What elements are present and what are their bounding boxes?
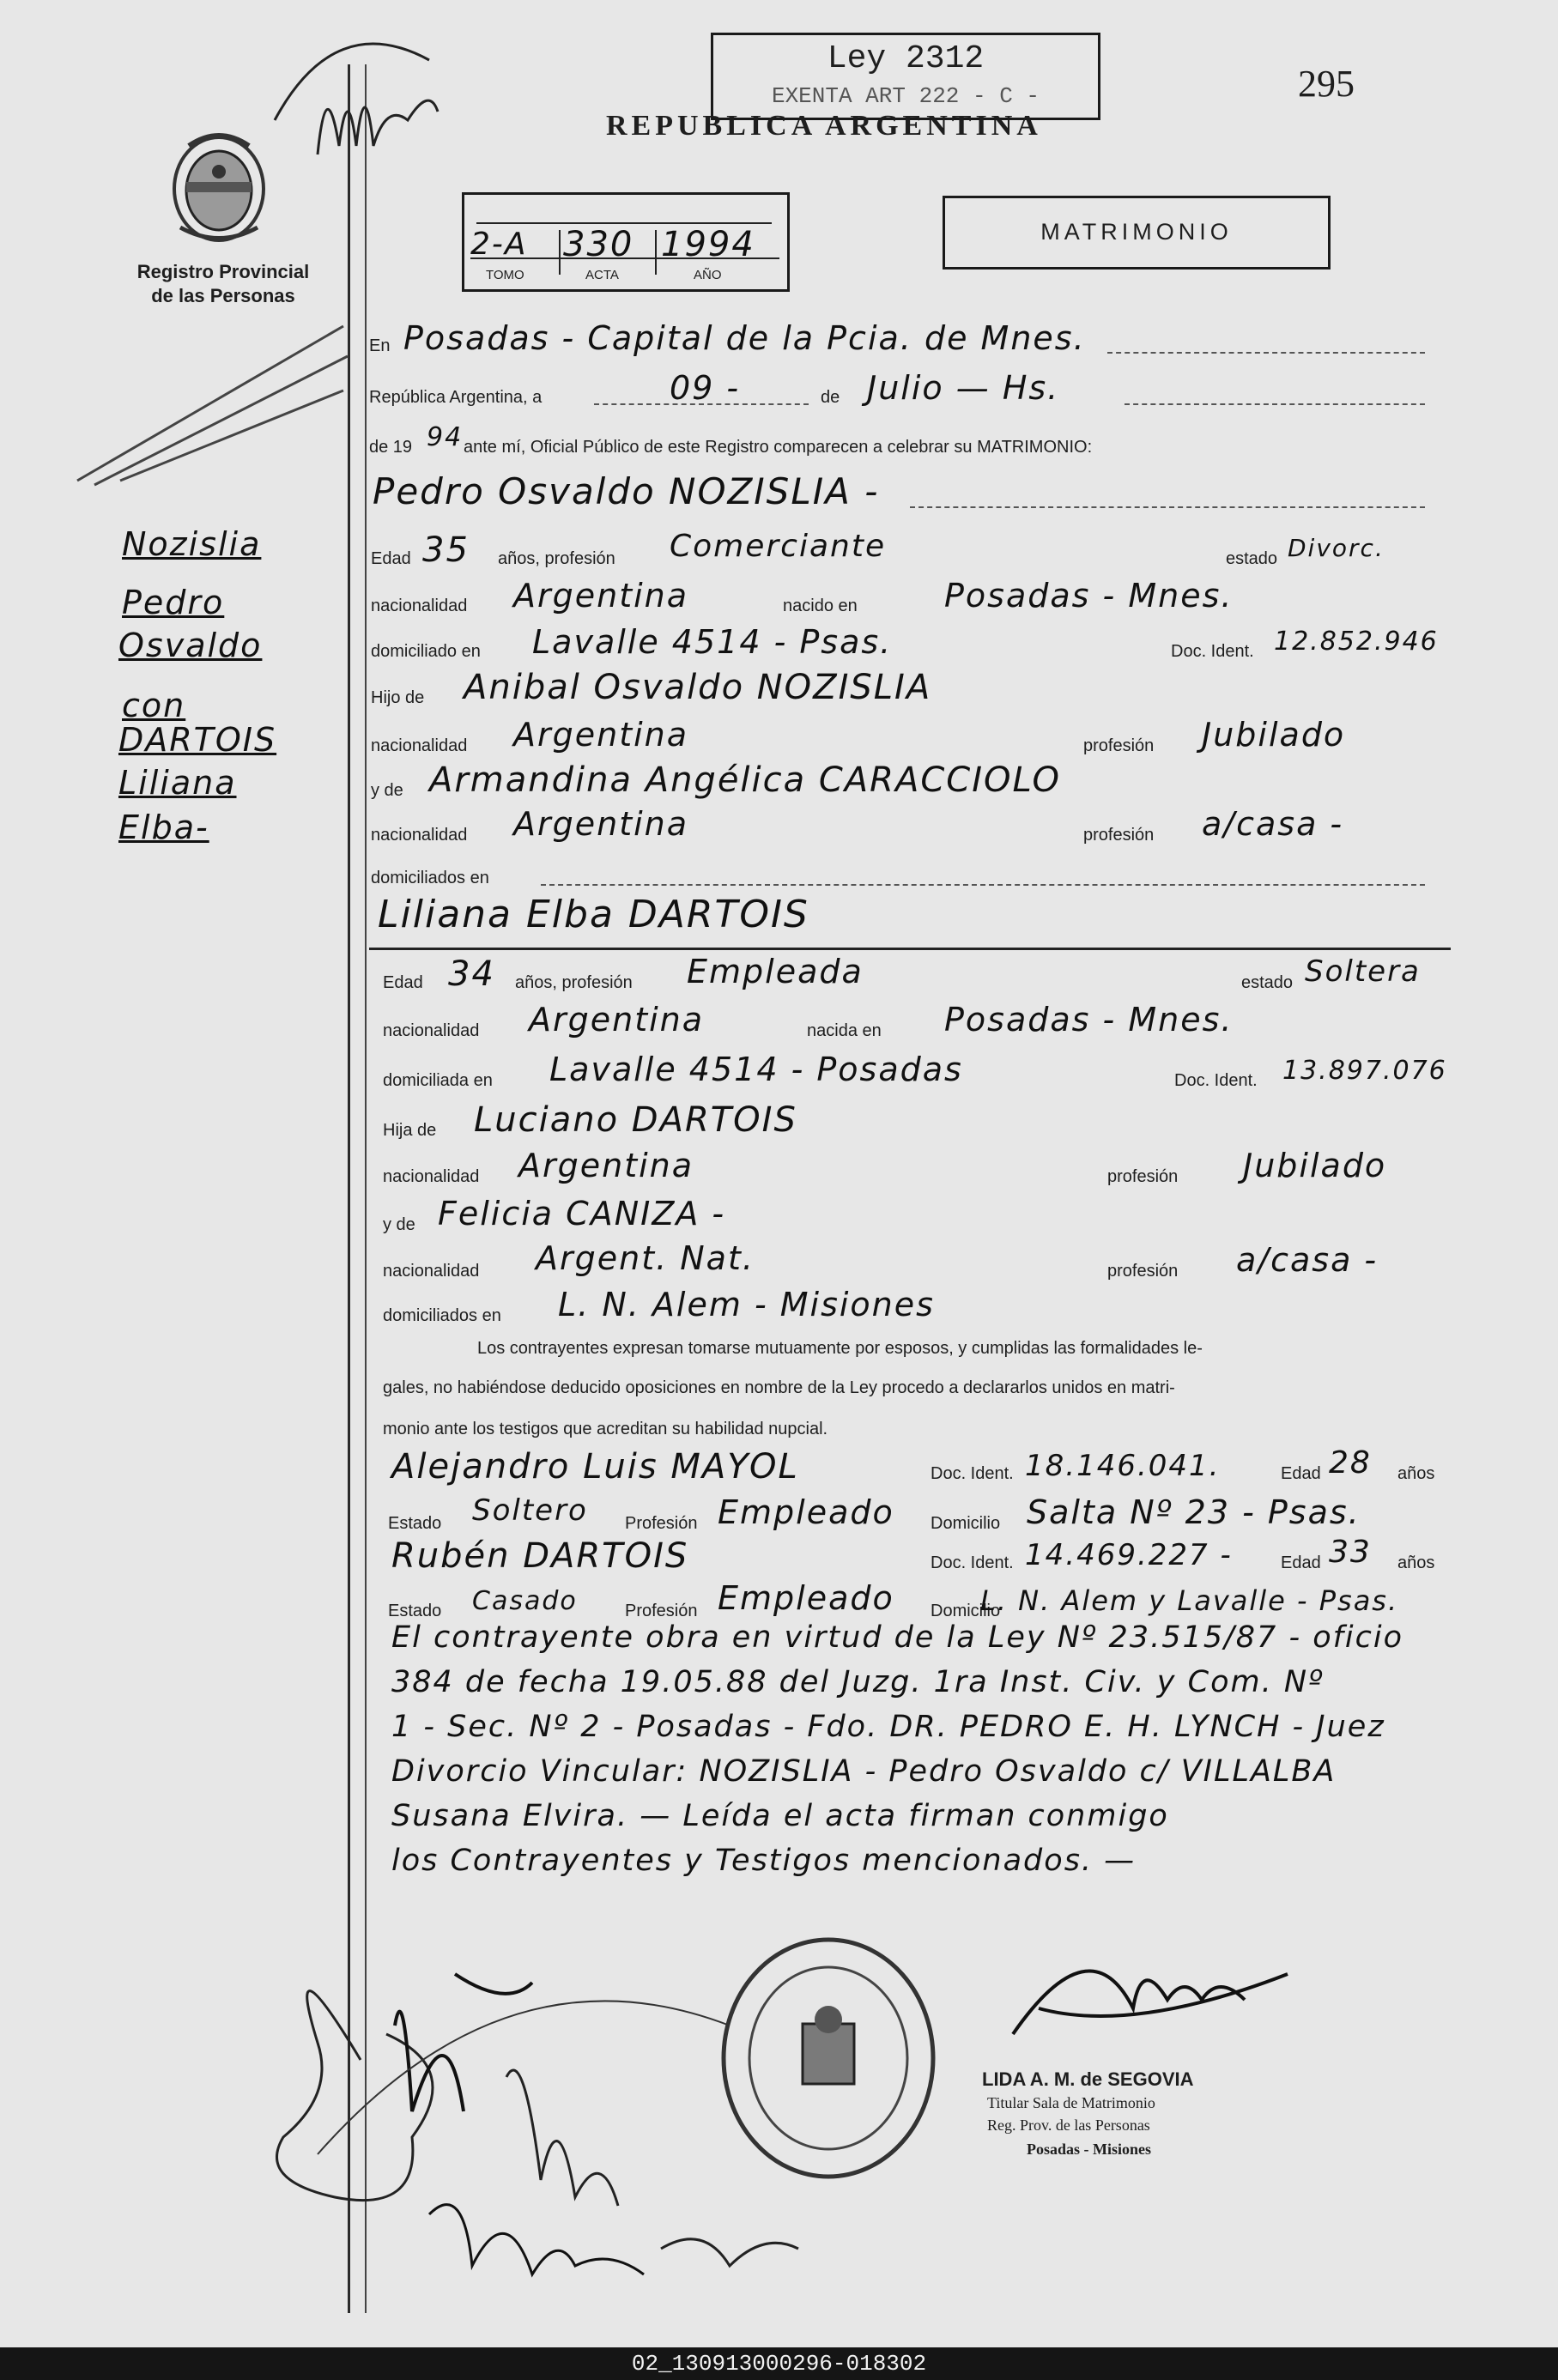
bride-father: Luciano DARTOIS xyxy=(474,1100,797,1140)
groom-father-nationality: Argentina xyxy=(513,716,689,754)
margin-strike-icon xyxy=(69,309,352,489)
witness1-profession: Empleado xyxy=(718,1493,894,1531)
bride-mother: Felicia CANIZA - xyxy=(438,1195,726,1232)
witness1-doc-label: Doc. Ident. xyxy=(931,1464,1014,1483)
witness1-edad-label: Edad xyxy=(1281,1464,1321,1483)
groom-doc-label: Doc. Ident. xyxy=(1171,642,1254,661)
marriage-day: 09 - xyxy=(670,369,741,407)
groom-mother-profession: a/casa - xyxy=(1202,805,1344,843)
groom-father-prof-label: profesión xyxy=(1083,736,1155,755)
observation-line: Divorcio Vincular: NOZISLIA - Pedro Osvaldo c/ VILLALBA xyxy=(391,1754,1337,1789)
witness1-anios-label: años xyxy=(1397,1464,1435,1483)
bride-civil-state: Soltera xyxy=(1305,954,1421,989)
official-name: LIDA A. M. de SEGOVIA xyxy=(982,2068,1194,2090)
observation-line: los Contrayentes y Testigos mencionados. — xyxy=(391,1844,1137,1878)
witness2-doc: 14.469.227 - xyxy=(1025,1538,1233,1572)
en-label: En xyxy=(369,336,391,355)
country-title: REPUBLICA ARGENTINA xyxy=(606,110,1042,142)
groom-mother: Armandina Angélica CARACCIOLO xyxy=(429,760,1062,800)
margin-name-line: con xyxy=(122,687,186,724)
witness2-address: L. N. Alem y Lavalle - Psas. xyxy=(980,1584,1399,1617)
margin-name-line: Pedro xyxy=(122,584,225,621)
witness1-prof-label: Profesión xyxy=(625,1514,698,1533)
groom-nationality: Argentina xyxy=(513,577,689,615)
bride-profession: Empleada xyxy=(687,953,864,990)
bride-mother-nationality: Argent. Nat. xyxy=(536,1239,755,1277)
bride-parents-address: L. N. Alem - Misiones xyxy=(558,1286,935,1323)
witness2-name: Rubén DARTOIS xyxy=(391,1536,689,1576)
groom-mother-label: y de xyxy=(371,781,403,800)
bride-edad-label: Edad xyxy=(383,973,423,992)
ley-stamp-text: Ley 2312 xyxy=(827,40,985,77)
bride-nacida-label: nacida en xyxy=(807,1021,882,1040)
acta-value: 330 xyxy=(563,225,634,264)
bride-estado-label: estado xyxy=(1241,973,1294,992)
groom-address: Lavalle 4514 - Psas. xyxy=(532,623,893,661)
witness1-state: Soltero xyxy=(472,1493,588,1528)
groom-hijo-label: Hijo de xyxy=(371,688,425,707)
bride-birthplace: Posadas - Mnes. xyxy=(944,1001,1234,1039)
groom-mother-nationality: Argentina xyxy=(513,805,689,843)
groom-name: Pedro Osvaldo NOZISLIA - xyxy=(373,470,880,512)
margin-name-line: Nozislia xyxy=(122,525,262,563)
groom-domiciliados-label: domiciliados en xyxy=(371,869,489,887)
groom-father-profession: Jubilado xyxy=(1202,716,1346,754)
marriage-month: Julio — Hs. xyxy=(867,369,1060,407)
bride-doc-label: Doc. Ident. xyxy=(1174,1071,1258,1090)
bride-profesion-label: años, profesión xyxy=(515,973,633,992)
document-type: MATRIMONIO xyxy=(1040,219,1233,245)
witness1-address: Salta Nº 23 - Psas. xyxy=(1027,1493,1361,1531)
official-signature-icon xyxy=(961,1905,1322,2077)
groom-father-nac-label: nacionalidad xyxy=(371,736,468,755)
bride-father-nationality: Argentina xyxy=(518,1147,694,1184)
official-city: Posadas - Misiones xyxy=(1027,2141,1152,2158)
observation-line: 384 de fecha 19.05.88 del Juzg. 1ra Inst. Civ. y Com. Nº xyxy=(391,1665,1325,1699)
margin-name-line: DARTOIS xyxy=(118,721,277,759)
groom-profesion-label: años, profesión xyxy=(498,549,615,568)
groom-age: 35 xyxy=(422,530,470,570)
tomo-value: 2-A xyxy=(470,227,528,262)
marriage-place: Posadas - Capital de la Pcia. de Mnes. xyxy=(403,319,1086,357)
witness1-doc: 18.146.041. xyxy=(1025,1449,1221,1483)
witness2-profession: Empleado xyxy=(718,1579,894,1617)
official-title: Titular Sala de Matrimonio xyxy=(987,2094,1155,2111)
witness1-age: 28 xyxy=(1329,1445,1372,1481)
groom-birthplace: Posadas - Mnes. xyxy=(944,577,1234,615)
bride-father-nac-label: nacionalidad xyxy=(383,1167,480,1186)
witness2-doc-label: Doc. Ident. xyxy=(931,1553,1014,1572)
republica-label: República Argentina, a xyxy=(369,388,543,407)
margin-name-line: Osvaldo xyxy=(118,627,263,664)
bride-nationality: Argentina xyxy=(529,1001,705,1039)
bride-nacionalidad-label: nacionalidad xyxy=(383,1021,480,1040)
witness2-edad-label: Edad xyxy=(1281,1553,1321,1572)
official-seal-icon xyxy=(712,1929,944,2187)
formal-line-3: monio ante los testigos que acreditan su habilidad nupcial. xyxy=(383,1420,828,1438)
groom-nacionalidad-label: nacionalidad xyxy=(371,597,468,615)
witness2-dom-label: Domicilio xyxy=(931,1602,1001,1620)
witness2-anios-label: años xyxy=(1397,1553,1435,1572)
witness2-prof-label: Profesión xyxy=(625,1602,698,1620)
bride-mother-prof-label: profesión xyxy=(1107,1262,1179,1281)
groom-civil-state: Divorc. xyxy=(1288,534,1385,562)
witness2-state: Casado xyxy=(472,1586,578,1616)
bride-age: 34 xyxy=(448,954,495,994)
witness1-dom-label: Domicilio xyxy=(931,1514,1001,1533)
bride-mother-nac-label: nacionalidad xyxy=(383,1262,480,1281)
witness1-name: Alejandro Luis MAYOL xyxy=(391,1447,799,1487)
bride-domicilio-label: domiciliada en xyxy=(383,1071,493,1090)
observation-line: El contrayente obra en virtud de la Ley Nº 23.515/87 - oficio xyxy=(391,1620,1404,1655)
bride-doc: 13.897.076 xyxy=(1282,1056,1447,1086)
groom-mother-nac-label: nacionalidad xyxy=(371,826,468,845)
bride-father-profession: Jubilado xyxy=(1243,1147,1387,1184)
tomo-label: TOMO xyxy=(486,268,524,282)
observation-line: 1 - Sec. Nº 2 - Posadas - Fdo. DR. PEDRO E. H. LYNCH - Juez xyxy=(391,1710,1385,1744)
margin-name-line: Elba- xyxy=(118,808,209,846)
anio-value: 1994 xyxy=(661,225,755,264)
groom-nacido-label: nacido en xyxy=(783,597,858,615)
bride-mother-profession: a/casa - xyxy=(1236,1241,1379,1279)
document-id: 02_130913000296-018302 xyxy=(0,2347,1558,2380)
de-label: de xyxy=(821,388,840,407)
declaration-text: ante mí, Oficial Público de este Registro comparecen a celebrar su MATRIMONIO: xyxy=(464,438,1093,457)
page-number: 295 xyxy=(1298,63,1355,105)
ley-stamp-overprint: EXENTA ART 222 - C - xyxy=(771,83,1040,109)
groom-edad-label: Edad xyxy=(371,549,411,568)
de-anio-label: de 19 xyxy=(369,438,413,457)
groom-doc: 12.852.946 xyxy=(1274,627,1439,657)
margin-name-line: Liliana xyxy=(118,764,237,802)
bride-hija-label: Hija de xyxy=(383,1121,437,1140)
witness2-estado-label: Estado xyxy=(388,1602,442,1620)
witness1-estado-label: Estado xyxy=(388,1514,442,1533)
anio-label: AÑO xyxy=(694,268,722,282)
groom-father: Anibal Osvaldo NOZISLIA xyxy=(464,668,932,707)
document-type-box xyxy=(943,196,1331,269)
groom-domicilio-label: domiciliado en xyxy=(371,642,481,661)
formal-line-1: Los contrayentes expresan tomarse mutuamente por esposos, y cumplidas las formalidades le- xyxy=(477,1339,1203,1358)
bride-address: Lavalle 4514 - Posadas xyxy=(549,1051,963,1088)
witness2-age: 33 xyxy=(1329,1535,1372,1570)
bride-father-prof-label: profesión xyxy=(1107,1167,1179,1186)
groom-mother-prof-label: profesión xyxy=(1083,826,1155,845)
marriage-year-suffix: 94 xyxy=(427,422,464,452)
ley-stamp xyxy=(711,33,1100,120)
bride-name: Liliana Elba DARTOIS xyxy=(378,893,809,936)
groom-profession: Comerciante xyxy=(670,529,887,564)
acta-label: ACTA xyxy=(585,268,619,282)
bride-domiciliados-label: domiciliados en xyxy=(383,1306,501,1325)
bride-mother-label: y de xyxy=(383,1215,415,1234)
observation-line: Susana Elvira. — Leída el acta firman conmigo xyxy=(391,1799,1169,1833)
initial-signature-icon xyxy=(258,17,464,197)
groom-estado-label: estado xyxy=(1226,549,1278,568)
official-registry: Reg. Prov. de las Personas xyxy=(987,2117,1150,2134)
formal-line-2: gales, no habiéndose deducido oposiciones en nombre de la Ley procedo a declararlos unidos en matri- xyxy=(383,1378,1175,1397)
registry-label: Registro Provincial de las Personas xyxy=(136,261,310,306)
